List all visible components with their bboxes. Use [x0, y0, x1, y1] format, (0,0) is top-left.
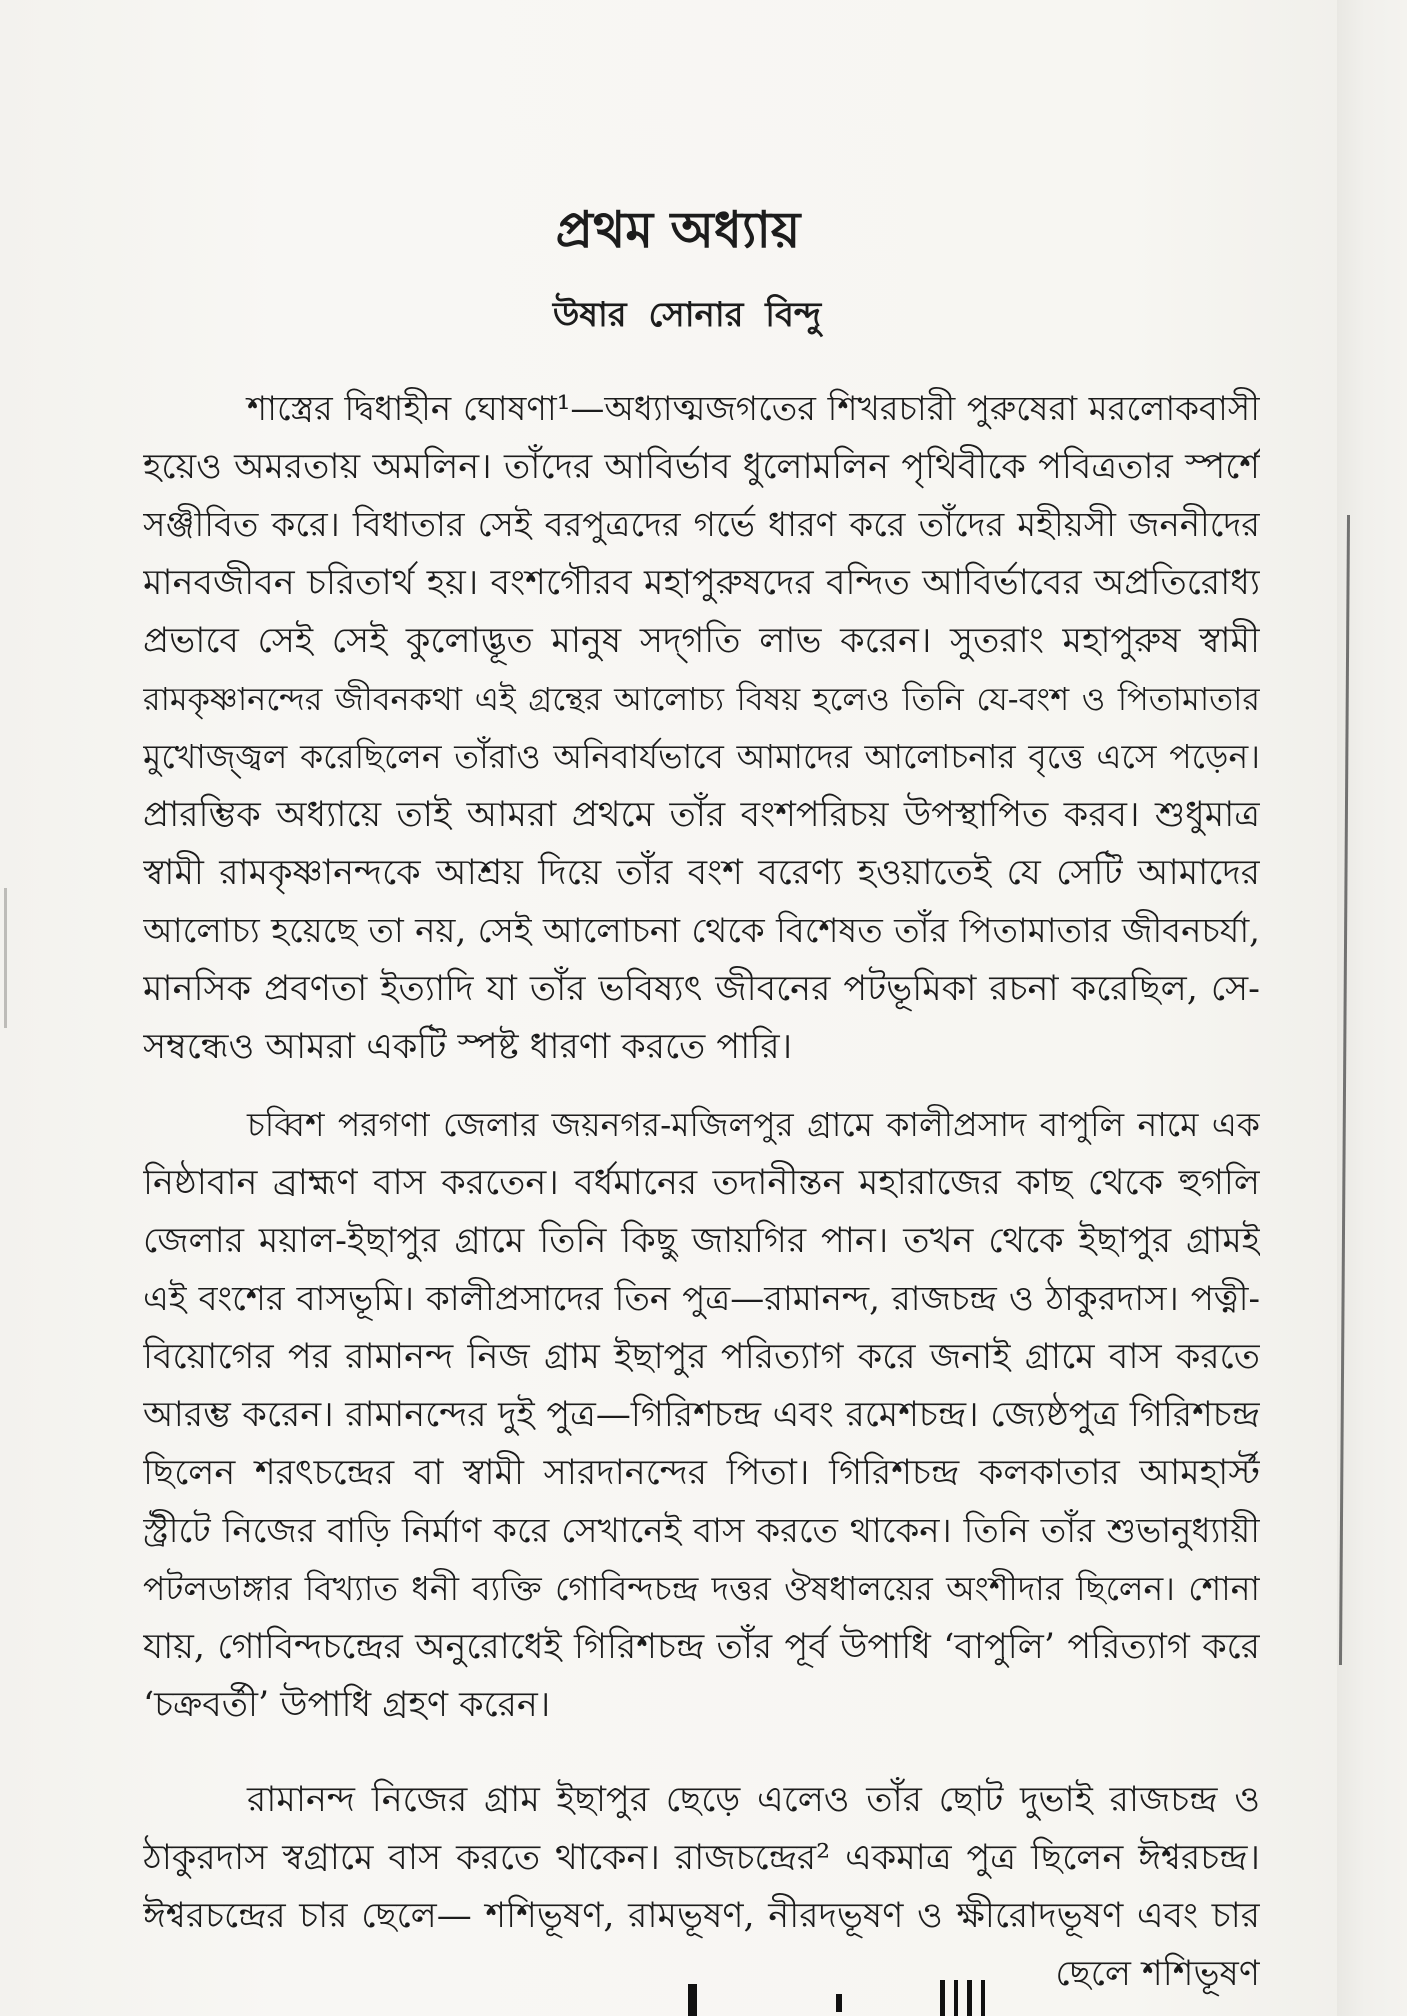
text-line: ঈশ্বরচন্দ্রের চার ছেলে— শশিভূষণ, রামভূষণ, নীরদভূষণ ও ক্ষীরোদভূষণ এবং চার — [143, 1896, 1260, 1936]
text-line: ঠাকুরদাস স্বগ্রামে বাস করতে থাকেন। রাজচন্দ্রের² একমাত্র পুত্র ছিলেন ঈশ্বরচন্দ্র। — [143, 1838, 1260, 1878]
text-line: সম্বন্ধেও আমরা একটি স্পষ্ট ধারণা করতে পারি। — [143, 1027, 793, 1067]
partial-cut-off-line: ছেলে শশিভূষণ — [1055, 1954, 1260, 1994]
text-line: সঞ্জীবিত করে। বিধাতার সেই বরপুত্রদের গর্ভে ধারণ করে তাঁদের মহীয়সী জননীদের — [143, 505, 1260, 545]
text-line: পটলডাঙ্গার বিখ্যাত ধনী ব্যক্তি গোবিন্দচন্দ্র দত্তর ঔষধালয়ের অংশীদার ছিলেন। শোনা — [143, 1569, 1260, 1608]
text-line: নিষ্ঠাবান ব্রাহ্মণ বাস করতেন। বর্ধমানের তদানীন্তন মহারাজের কাছ থেকে হুগলি — [143, 1163, 1260, 1203]
text-line: এই বংশের বাসভূমি। কালীপ্রসাদের তিন পুত্র—রামানন্দ, রাজচন্দ্র ও ঠাকুরদাস। পত্নী- — [143, 1279, 1260, 1319]
text-line: মানবজীবন চরিতার্থ হয়। বংশগৌরব মহাপুরুষদের বন্দিত আবির্ভাবের অপ্রতিরোধ্য — [143, 563, 1260, 603]
body-text — [143, 380, 1260, 2003]
scan-artifact-bar — [688, 1984, 697, 2016]
text-line: মুখোজ্জ্বল করেছিলেন তাঁরাও অনিবার্যভাবে আমাদের আলোচনার বৃত্তে এসে পড়েন। — [143, 737, 1260, 776]
text-line: জেলার ময়াল-ইছাপুর গ্রামে তিনি কিছু জায়গির পান। তখন থেকে ইছাপুর গ্রামই — [143, 1221, 1260, 1261]
text-line: প্রারম্ভিক অধ্যায়ে তাই আমরা প্রথমে তাঁর বংশপরিচয় উপস্থাপিত করব। শুধুমাত্র — [143, 795, 1260, 835]
text-line: স্বামী রামকৃষ্ণানন্দকে আশ্রয় দিয়ে তাঁর বংশ বরেণ্য হওয়াতেই যে সেটি আমাদের — [143, 853, 1260, 893]
text-line: বিয়োগের পর রামানন্দ নিজ গ্রাম ইছাপুর পরিত্যাগ করে জনাই গ্রামে বাস করতে — [143, 1337, 1260, 1377]
text-line: স্ট্রীটে নিজের বাড়ি নির্মাণ করে সেখানেই বাস করতে থাকেন। তিনি তাঁর শুভানুধ্যায়ী — [143, 1511, 1260, 1551]
scan-artifact-bar — [836, 1994, 842, 2012]
scan-edge-mark — [4, 888, 7, 1028]
text-line: আরম্ভ করেন। রামানন্দের দুই পুত্র—গিরিশচন্দ্র এবং রমেশচন্দ্র। জ্যেষ্ঠপুত্র গিরিশচন্দ্র — [143, 1395, 1260, 1435]
paragraph-3 — [143, 1771, 1260, 1945]
chapter-title: প্রথম অধ্যায় — [555, 200, 801, 259]
text-line: রামকৃষ্ণানন্দের জীবনকথা এই গ্রন্থের আলোচ্য বিষয় হলেও তিনি যে-বংশ ও পিতামাতার — [143, 680, 1260, 718]
scan-artifact-bar — [954, 1980, 958, 2016]
text-line: মানসিক প্রবণতা ইত্যাদি যা তাঁর ভবিষ্যৎ জীবনের পটভূমিকা রচনা করেছিল, সে- — [143, 969, 1260, 1009]
text-line: হয়েও অমরতায় অমলিন। তাঁদের আবির্ভাব ধুলোমলিন পৃথিবীকে পবিত্রতার স্পর্শে — [143, 447, 1260, 487]
text-line: আলোচ্য হয়েছে তা নয়, সেই আলোচনা থেকে বিশেষত তাঁর পিতামাতার জীবনচর্যা, — [143, 911, 1260, 951]
paragraph-1 — [143, 380, 1260, 1076]
text-line: ছিলেন শরৎচন্দ্রের বা স্বামী সারদানন্দের পিতা। গিরিশচন্দ্র কলকাতার আমহার্স্ট — [143, 1453, 1260, 1493]
text-line: ‘চক্রবর্তী’ উপাধি গ্রহণ করেন। — [143, 1685, 551, 1725]
chapter-subtitle: উষার সোনার বিন্দু — [552, 295, 822, 335]
text-line: চব্বিশ পরগণা জেলার জয়নগর-মজিলপুর গ্রামে কালীপ্রসাদ বাপুলি নামে এক — [247, 1105, 1260, 1144]
scan-artifact-bar — [940, 1980, 945, 2016]
scan-artifact-bar — [981, 1980, 985, 2016]
scan-artifact-bar — [967, 1980, 972, 2016]
text-line: যায়, গোবিন্দচন্দ্রের অনুরোধেই গিরিশচন্দ্র তাঁর পূর্ব উপাধি ‘বাপুলি’ পরিত্যাগ করে — [143, 1627, 1260, 1667]
text-line: প্রভাবে সেই সেই কুলোদ্ভূত মানুষ সদ্‌গতি লাভ করেন। সুতরাং মহাপুরুষ স্বামী — [143, 621, 1260, 661]
text-line: রামানন্দ নিজের গ্রাম ইছাপুর ছেড়ে এলেও তাঁর ছোট দুভাই রাজচন্দ্র ও — [247, 1780, 1260, 1820]
paragraph-2 — [143, 1096, 1260, 1734]
text-line: শাস্ত্রের দ্বিধাহীন ঘোষণা¹—অধ্যাত্মজগতের শিখরচারী পুরুষেরা মরলোকবাসী — [247, 389, 1260, 429]
